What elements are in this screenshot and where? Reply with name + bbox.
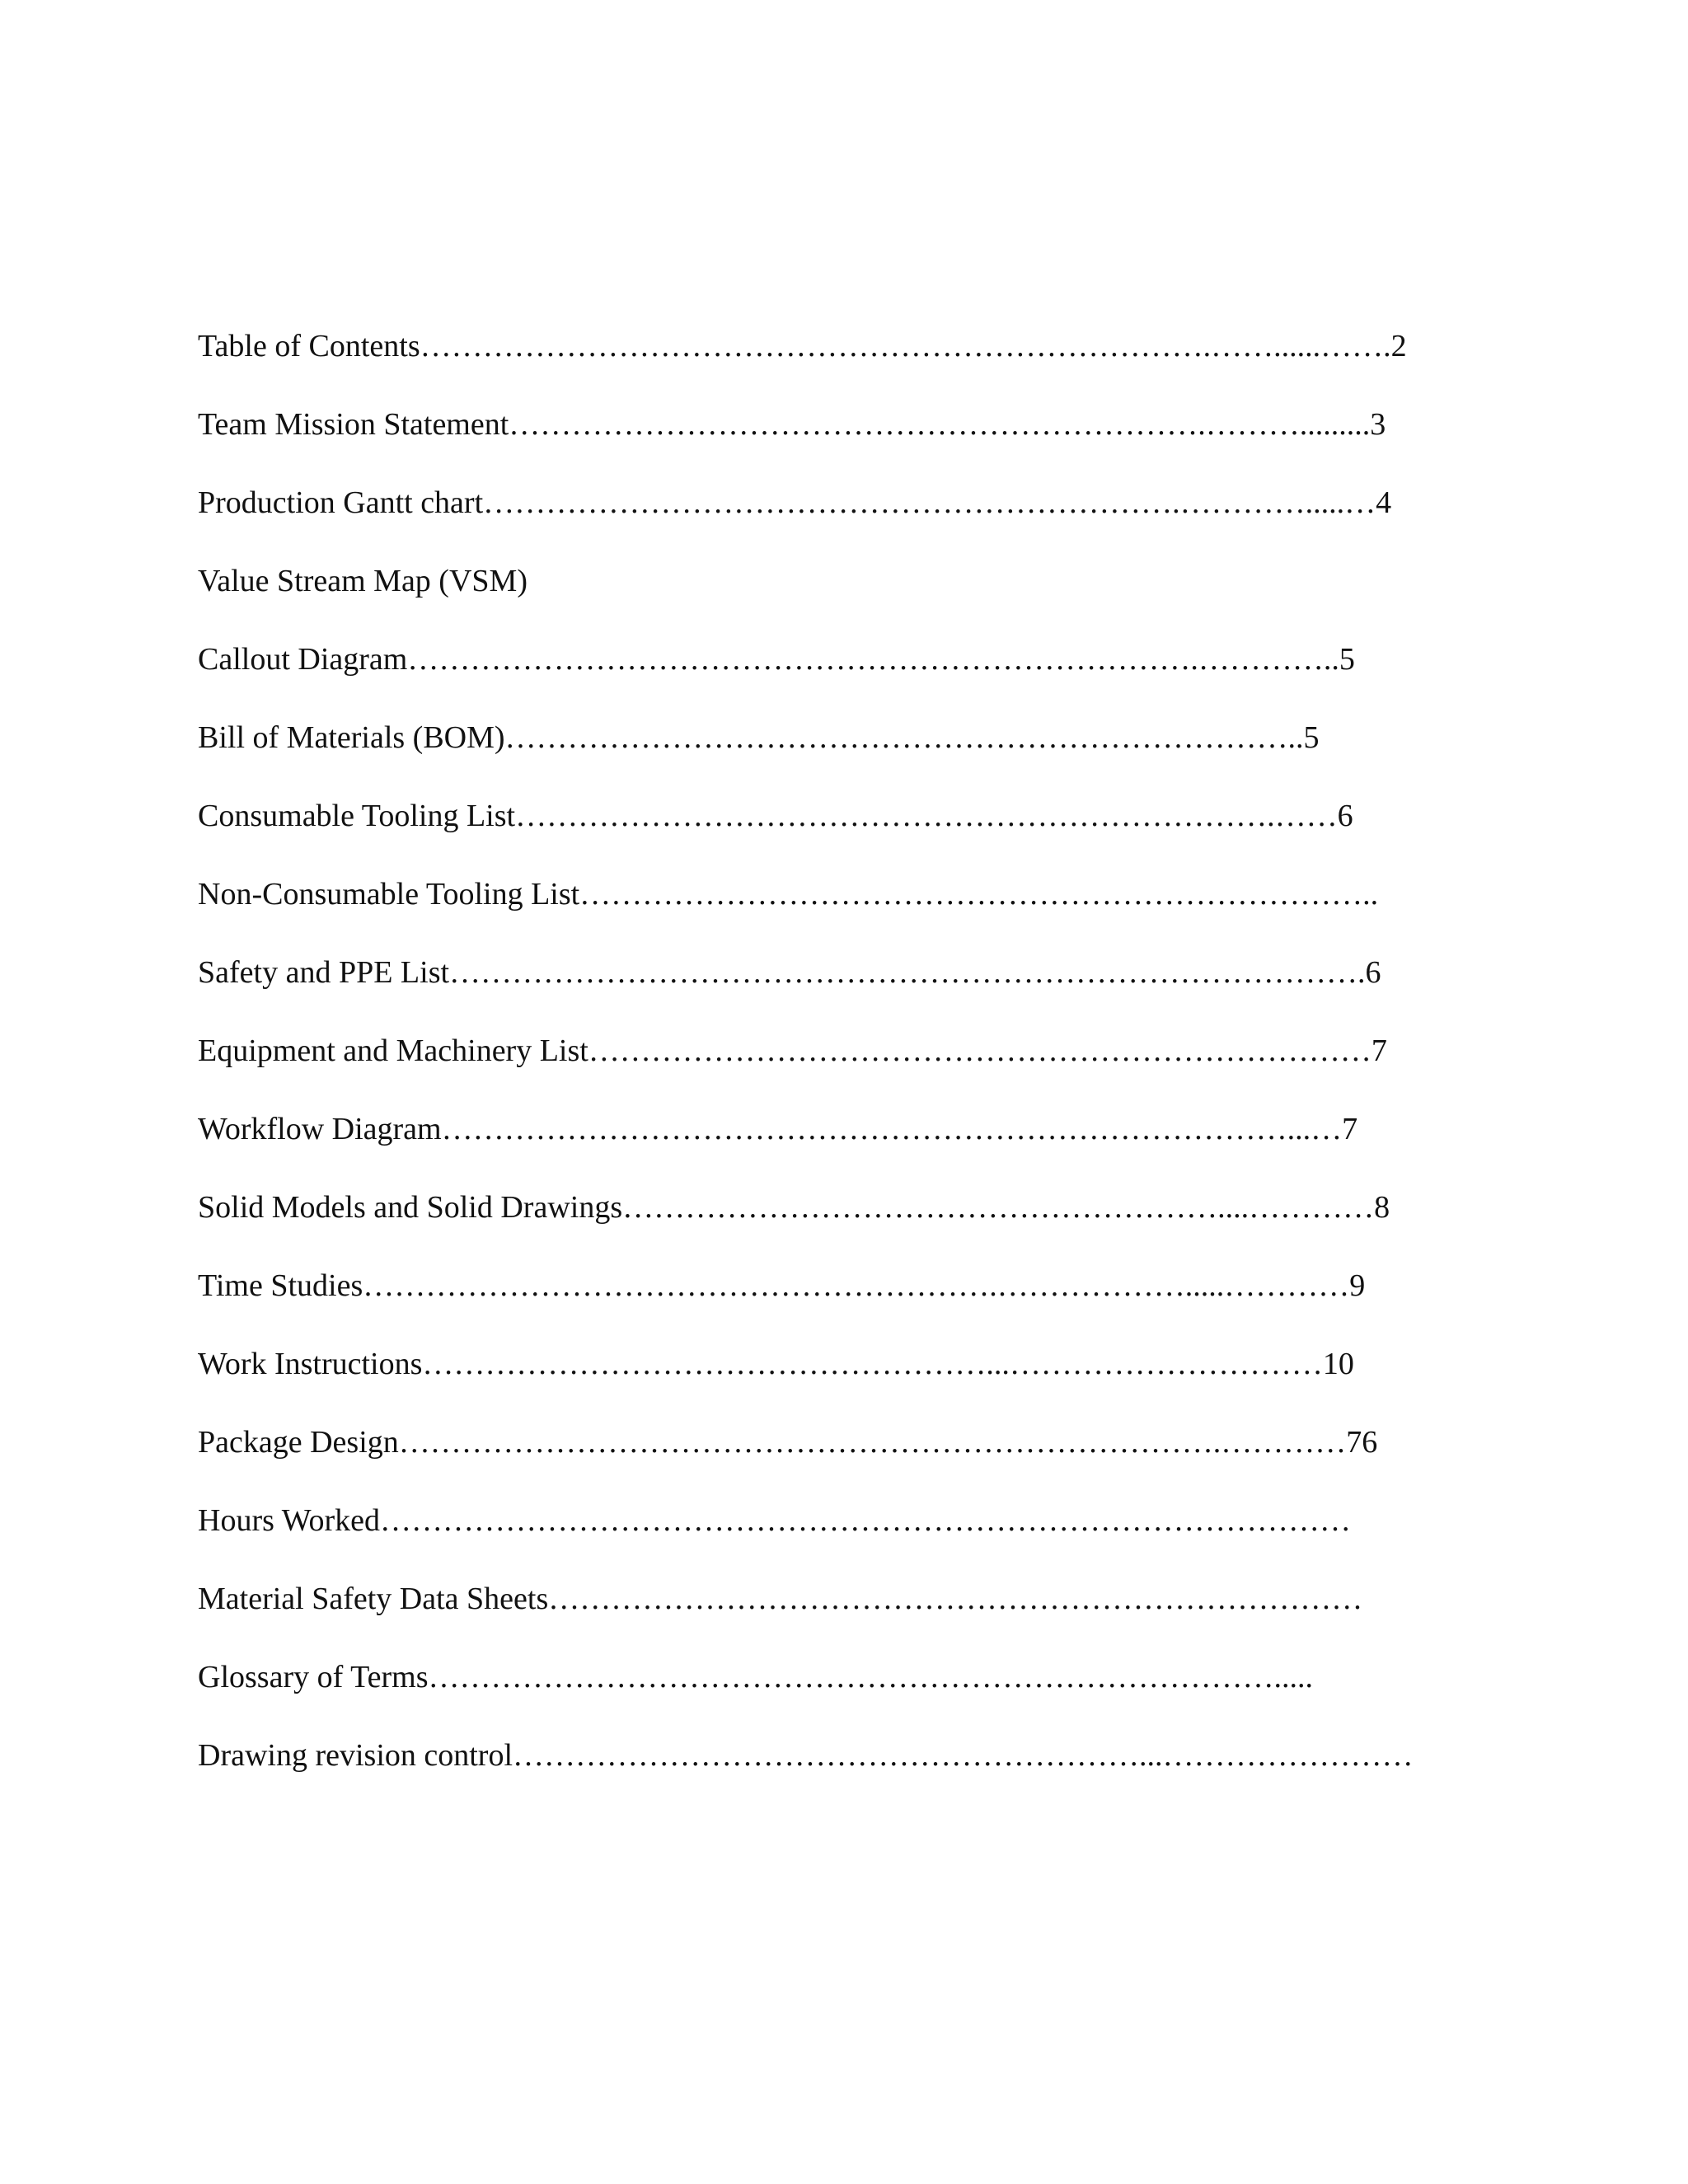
toc-entry-hours-worked: Hours Worked………………………………………………………………………………… — [198, 1503, 1352, 1538]
table-of-contents — [198, 321, 1517, 1809]
toc-entry-material-safety-data-sheets: Material Safety Data Sheets…………………………………………………………………… — [198, 1582, 1363, 1616]
toc-entry-solid-models-and-drawings: Solid Models and Solid Drawings…………………………………………………....…………8 — [198, 1190, 1390, 1225]
toc-entry-value-stream-map: Value Stream Map (VSM) — [198, 564, 528, 598]
toc-entry-safety-and-ppe-list: Safety and PPE List…………………………………………………………………………….6 — [198, 955, 1381, 990]
toc-entry-equipment-and-machinery-list: Equipment and Machinery List…………………………………………………………………7 — [198, 1033, 1387, 1068]
toc-entry-consumable-tooling-list: Consumable Tooling List……………………………………………………………….……6 — [198, 799, 1353, 833]
toc-entry-glossary-of-terms: Glossary of Terms………………………………………………………………………..... — [198, 1660, 1313, 1694]
toc-entry-non-consumable-tooling-list: Non-Consumable Tooling List………………………………………………………………….. — [198, 877, 1379, 912]
toc-entry-drawing-revision-control: Drawing revision control……………………………………………………...…………………… — [198, 1738, 1414, 1773]
toc-entry-time-studies: Time Studies…………………………………………………….……………….....…………9 — [198, 1268, 1366, 1303]
toc-entry-bill-of-materials: Bill of Materials (BOM)…………………………………………………………………..5 — [198, 720, 1320, 755]
toc-entry-work-instructions: Work Instructions………………………………………………...…………………………10 — [198, 1347, 1354, 1381]
toc-entry-callout-diagram: Callout Diagram………………………………………………………………….…………..5 — [198, 642, 1355, 677]
toc-entry-team-mission-statement: Team Mission Statement………………………………………………………….……….........3 — [198, 407, 1386, 442]
toc-entry-package-design: Package Design…………………………………………………………………….…………76 — [198, 1425, 1378, 1460]
toc-entry-production-gantt-chart: Production Gantt chart………………………………………………………….………….....…4 — [198, 485, 1392, 520]
toc-entry-table-of-contents: Table of Contents………………………………………………………………….……......…….2 — [198, 329, 1407, 363]
toc-entry-workflow-diagram: Workflow Diagram………………………………………………………………………...…7 — [198, 1112, 1358, 1146]
